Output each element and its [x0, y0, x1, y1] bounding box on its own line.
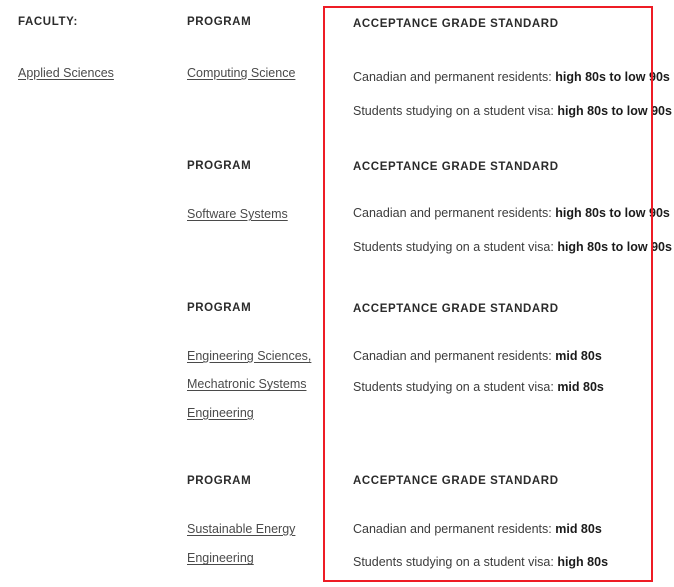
column-header-standard: ACCEPTANCE GRADE STANDARD: [353, 18, 559, 30]
column-header-program: PROGRAM: [187, 16, 252, 28]
row-header-program: PROGRAM: [187, 475, 252, 487]
program-links: [187, 520, 342, 569]
standard-line-canadian: [353, 69, 670, 87]
standard-value-visa: mid 80s: [557, 379, 604, 394]
program-links: [187, 347, 342, 423]
standard-label-visa: Students studying on a student visa:: [353, 103, 554, 118]
program-link[interactable]: Sustainable Energy: [187, 522, 296, 536]
program-link[interactable]: Software Systems: [187, 207, 288, 221]
standard-value-canadian: mid 80s: [555, 349, 602, 363]
standard-label-visa: Students studying on a student visa:: [353, 239, 554, 254]
standard-value-canadian: high 80s to low 90s: [555, 70, 670, 84]
standard-block: [353, 348, 653, 396]
program-links: [187, 64, 342, 83]
row-header-standard: ACCEPTANCE GRADE STANDARD: [353, 303, 559, 315]
row-header-program: PROGRAM: [187, 160, 252, 172]
program-links: [187, 205, 342, 224]
standard-label-canadian: Canadian and permanent residents:: [353, 349, 552, 363]
program-link[interactable]: Engineering Sciences,: [187, 349, 312, 363]
standard-value-visa: high 80s: [557, 554, 609, 569]
program-link[interactable]: Engineering: [187, 405, 254, 420]
program-link[interactable]: Mechatronic Systems: [187, 377, 307, 392]
column-header-faculty: FACULTY:: [18, 16, 78, 28]
standard-line-canadian: [353, 521, 653, 539]
standard-block: [353, 65, 672, 120]
standard-label-visa: Students studying on a student visa:: [353, 379, 554, 394]
row-header-program: PROGRAM: [187, 302, 252, 314]
standard-block: [353, 205, 672, 256]
standard-line-visa: [353, 379, 653, 397]
standard-block: [353, 521, 653, 571]
standard-value-canadian: mid 80s: [555, 522, 602, 536]
row-header-standard: ACCEPTANCE GRADE STANDARD: [353, 475, 559, 487]
standard-value-visa: high 80s to low 90s: [557, 239, 672, 254]
standard-label-canadian: Canadian and permanent residents:: [353, 522, 552, 536]
standard-line-canadian: [353, 348, 653, 366]
program-link[interactable]: Engineering: [187, 551, 254, 566]
standard-value-visa: high 80s to low 90s: [557, 103, 672, 118]
standard-line-visa: [353, 103, 672, 121]
standard-label-visa: Students studying on a student visa:: [353, 554, 554, 569]
standard-line-visa: [353, 239, 672, 257]
standard-label-canadian: Canadian and permanent residents:: [353, 70, 552, 84]
program-link[interactable]: Computing Science: [187, 66, 296, 80]
standard-label-canadian: Canadian and permanent residents:: [353, 206, 552, 220]
standard-line-canadian: [353, 205, 670, 223]
faculty-link-applied-sciences[interactable]: Applied Sciences: [18, 66, 114, 80]
row-header-standard: ACCEPTANCE GRADE STANDARD: [353, 161, 559, 173]
standard-line-visa: [353, 554, 653, 572]
standard-value-canadian: high 80s to low 90s: [555, 206, 670, 220]
